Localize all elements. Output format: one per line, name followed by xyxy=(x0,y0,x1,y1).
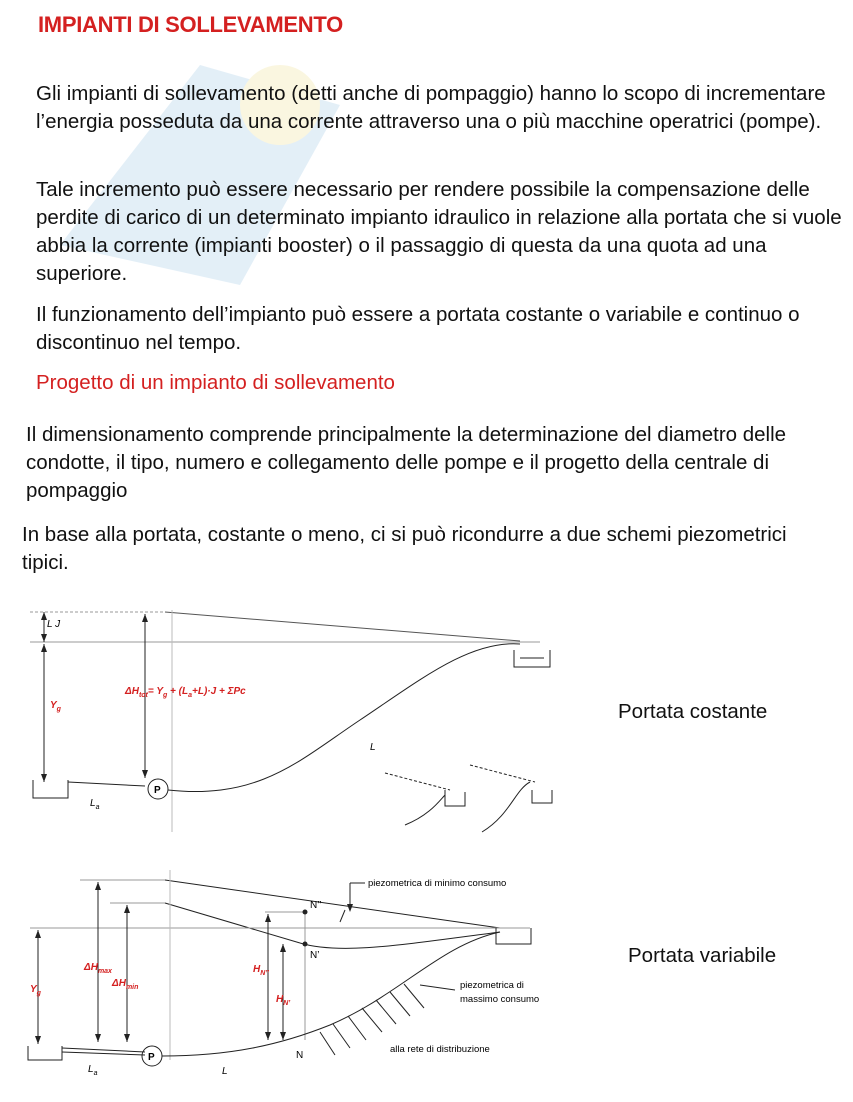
caption-variable-flow: Portata variabile xyxy=(628,944,777,967)
min-consumption-label: piezometrica di minimo consumo xyxy=(368,878,507,889)
dh-max-label: $\Delta H_{max}$ xyxy=(84,962,112,975)
yg-label: $Y_g$ xyxy=(50,700,61,713)
max-consumption-label-2: massimo consumo xyxy=(460,994,540,1005)
caption-constant-flow: Portata costante xyxy=(618,700,768,723)
paragraph-schemes: In base alla portata, costante o meno, ci si può ricondurre a due schemi piezometrici tipici. xyxy=(22,523,787,574)
dh-min-label: $\Delta H_{min}$ xyxy=(112,978,139,991)
pump-label: P xyxy=(154,785,161,796)
paragraph-operation: Il funzionamento dell’impianto può essere a portata costante o variabile e continuo o discontinuo nel tempo. xyxy=(36,303,800,354)
distribution-network-label: alla rete di distribuzione xyxy=(390,1044,490,1055)
pipe2-length-label: L xyxy=(222,1066,228,1077)
node-n-label: N xyxy=(296,1050,304,1061)
hn1-label: $H_{N’}$ xyxy=(276,994,291,1007)
hn2-label: $H_{N’’}$ xyxy=(253,964,269,977)
pipe-length-label: L xyxy=(370,742,376,753)
total-head-formula: $\Delta H_{tot}= Y_g + (L_a+L)\cdot J + \Sigma Pc$ xyxy=(125,686,246,699)
node-n1-label: N’ xyxy=(310,950,320,961)
pump2-label: P xyxy=(148,1052,155,1063)
paragraph-increment: Tale incremento può essere necessario per rendere possibile la compensazione delle perdite di carico di un determinato impianto idraulico in relazione alla portata che si vuole abbia la corrente (impianti booster) o il passaggio di questa da una quota ad una superiore. xyxy=(36,178,842,285)
yg2-label: $Y_g$ xyxy=(30,984,41,997)
max-consumption-label-1: piezometrica di xyxy=(460,980,524,991)
node-n2-label: N’’ xyxy=(310,900,322,911)
suction2-length-label: $L_a$ xyxy=(88,1064,98,1077)
paragraph-sizing: Il dimensionamento comprende principalmente la determinazione del diametro delle condotte, il tipo, numero e collegamento delle pompe e il progetto della centrale di pompaggio xyxy=(26,423,787,502)
page-title: IMPIANTI DI SOLLEVAMENTO xyxy=(38,12,343,37)
suction-length-label: $L_a$ xyxy=(90,798,100,811)
lj-label: L J xyxy=(47,619,61,630)
section-subtitle: Progetto di un impianto di sollevamento xyxy=(36,371,395,394)
paragraph-intro: Gli impianti di sollevamento (detti anche di pompaggio) hanno lo scopo di incrementare l’energia posseduta da una corrente attraverso una o più macchine operatrici (pompe). xyxy=(36,82,826,133)
